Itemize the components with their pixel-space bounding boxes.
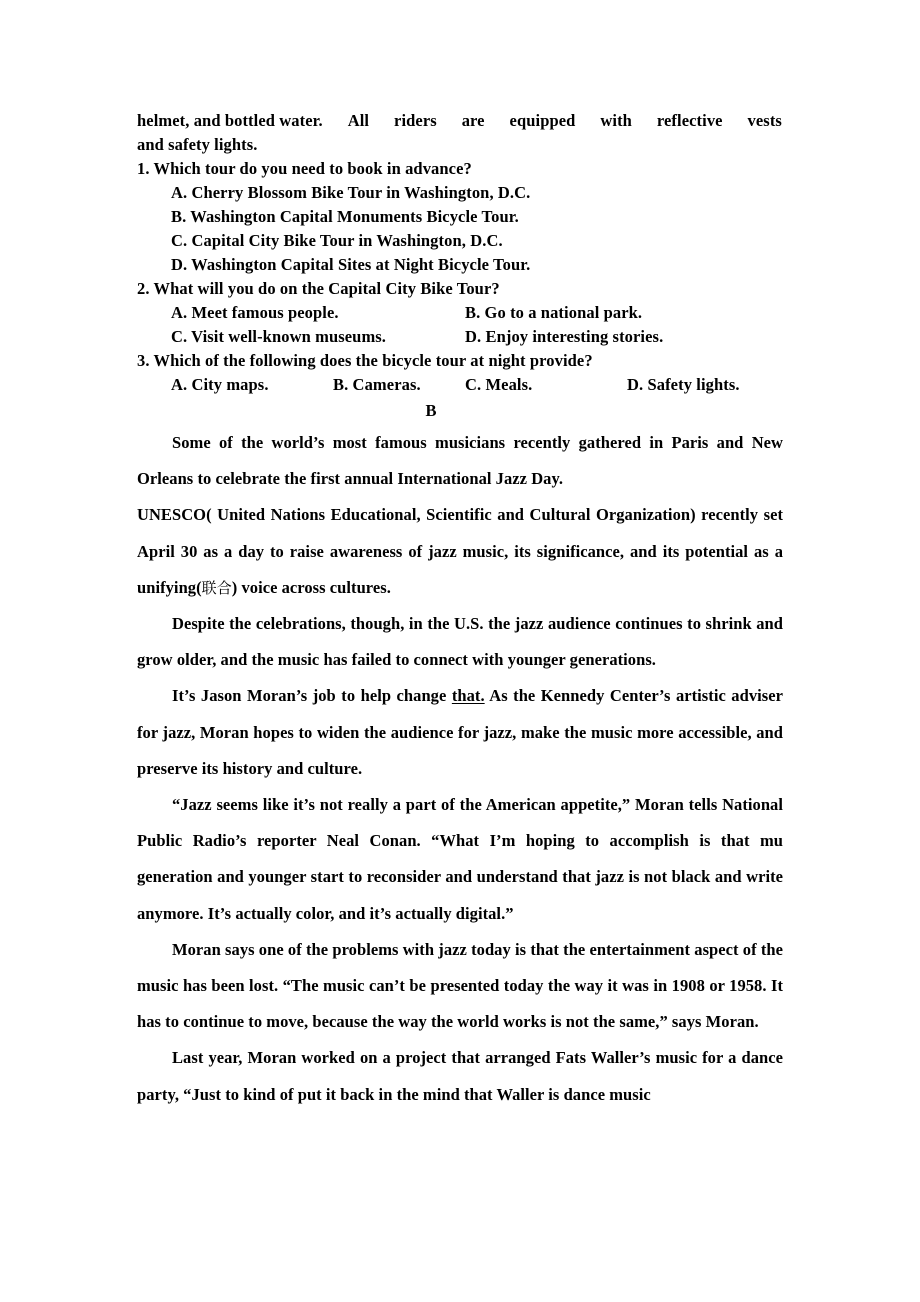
question-2-option-c[interactable]: C. Visit well-known museums. [171, 327, 387, 346]
passage-text: UNESCO( United Nations Educational, Scientific and Cultural Organization) recently set April 30 as a day to raise awareness of jazz music, its significance, and its potential as a unifying( [137, 505, 783, 597]
question-1-option-b[interactable]: B. Washington Capital Monuments Bicycle Tour. [171, 207, 519, 226]
question-1-option-d[interactable]: D. Washington Capital Sites at Night Bicycle Tour. [171, 255, 531, 274]
passage-text: Moran says one of the problems with jazz today is that the entertainment aspect of the music has been lost. “The music can’t be presented today the way it was in 1908 or 1958. It has to continue to move, because the way the world works is not the same,” says Moran. [137, 939, 783, 1032]
intro-segment: with [600, 111, 632, 130]
question-1-option-a[interactable]: A. Cherry Blossom Bike Tour in Washington, D.C. [171, 183, 531, 202]
passage-paragraph [137, 787, 783, 932]
question-3-option-b[interactable]: B. Cameras. [333, 375, 421, 394]
passage-paragraph [137, 606, 783, 678]
question-2-option-a[interactable]: A. Meet famous people. [171, 303, 339, 322]
intro-segment: All [347, 111, 370, 130]
passage-paragraph [137, 425, 783, 497]
passage-text: Some of the world’s most famous musicians recently gathered in Paris and New Orleans to celebrate the first annual International Jazz Day. [137, 433, 783, 489]
intro-segment: equipped [509, 111, 576, 130]
reading-passage [137, 425, 783, 1113]
intro-segment: riders [394, 111, 437, 130]
passage-paragraph [137, 932, 783, 1041]
passage-text: It’s Jason Moran’s job to help change [172, 686, 452, 706]
question-2-option-row-1 [137, 301, 782, 325]
question-2-option-b[interactable]: B. Go to a national park. [465, 303, 643, 322]
question-2-text: 2. What will you do on the Capital City Bike Tour? [137, 279, 500, 298]
question-3-option-c[interactable]: C. Meals. [465, 375, 533, 394]
question-3-option-row [137, 373, 782, 397]
passage-paragraph [137, 678, 783, 787]
passage-text: Despite the celebrations, though, in the U.S. the jazz audience continues to shrink and grow older, and the music has failed to connect with younger generations. [137, 614, 783, 670]
passage-paragraph [137, 1040, 783, 1112]
underlined-text: that. [451, 686, 485, 706]
passage-text: ) voice across cultures. [231, 577, 391, 597]
intro-segment: are [461, 111, 485, 130]
intro-paragraph-line-2: and safety lights. [137, 135, 258, 154]
passage-text: Last year, Moran worked on a project that arranged Fats Waller’s music for a dance party, “Just to kind of put it back in the mind that Waller is dance music [137, 1048, 783, 1104]
question-2-option-d[interactable]: D. Enjoy interesting stories. [465, 327, 664, 346]
question-3-text: 3. Which of the following does the bicycle tour at night provide? [137, 351, 593, 370]
section-letter-heading: B [425, 401, 437, 420]
intro-paragraph-line-1 [137, 109, 782, 133]
intro-segment: helmet, and bottled water. [137, 111, 323, 130]
intro-segment: vests [747, 111, 782, 130]
passage-paragraph [137, 497, 783, 606]
intro-segment: reflective [656, 111, 723, 130]
question-1-text: 1. Which tour do you need to book in advance? [137, 159, 472, 178]
passage-text: “Jazz seems like it’s not really a part of the American appetite,” Moran tells National Public Radio’s reporter Neal Conan. “What I’m hoping to accomplish is that mu generation and younger start to reconsider and understand that jazz is not black and write anymore. It’s actually color, and it’s actually digital.” [137, 795, 783, 923]
question-2-option-row-2 [137, 325, 782, 349]
passage-text: As the Kennedy Center’s artistic adviser for jazz, Moran hopes to widen the audience for jazz, make the music more accessible, and preserve its history and culture. [137, 686, 783, 778]
question-3-option-d[interactable]: D. Safety lights. [627, 375, 740, 394]
question-3-option-a[interactable]: A. City maps. [171, 375, 269, 394]
question-1-option-c[interactable]: C. Capital City Bike Tour in Washington, D.C. [171, 231, 503, 250]
question-block [137, 109, 782, 397]
chinese-gloss: 联合 [201, 578, 232, 597]
